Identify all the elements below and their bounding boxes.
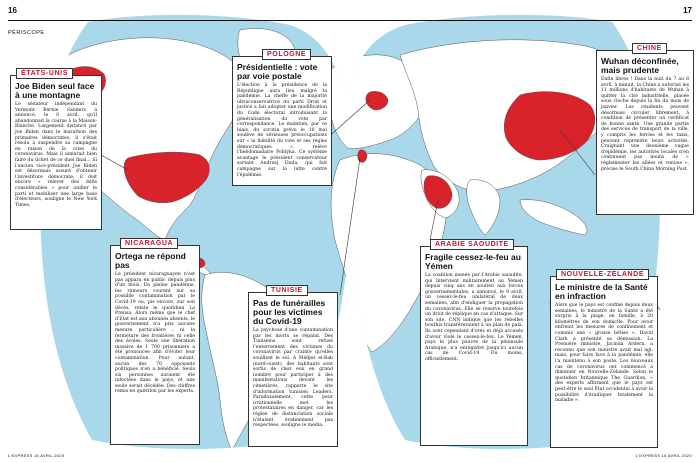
article-chine-title: Wuhan déconfinée, mais prudente: [601, 56, 679, 75]
article-tunisie-title: Pas de funérailles pour les victimes du Covid-19: [253, 298, 326, 326]
tag-nicaragua: NICARAGUA: [120, 238, 178, 249]
header-rule: [8, 20, 692, 21]
article-arabie: [420, 246, 528, 446]
article-pologne-title: Présidentielle : vote par voie postale: [237, 62, 318, 81]
footer-right: L'EXPRESS 16 AVRIL 2020: [635, 453, 692, 458]
tunisia-highlight: [358, 150, 367, 163]
article-nz: [550, 276, 658, 448]
article-tunisie-body: La psychose d'une contamination par les morts se répand. Des Tunisiens sont refusé l'enterrement des victimes du coronavirus par crainte qu'elles souillent le sol. A Médjez el-Bab (nord-ouest), des habitants sont sortis de chez eux en grand nombre pour participer à des manifestations devant les cimetières, rapporte le site d'information tunisien Leaders. Paradoxalement, cette peur irrationnelle met les protestataires en danger, car les règles de distanciation sociale n'étaient évidemment pas respectées, souligne le média.: [253, 328, 333, 429]
article-nz-title: Le ministre de la Santé en infraction: [555, 282, 648, 301]
tag-tunisie: TUNISIE: [266, 285, 308, 296]
article-nicaragua-title: Ortega ne répond pas: [115, 251, 186, 270]
tag-arabie: ARABIE SAOUDITE: [430, 239, 514, 250]
article-usa: [10, 75, 102, 230]
article-usa-title: Joe Biden seul face à une montagne: [15, 81, 95, 100]
article-nicaragua: [110, 245, 200, 445]
page-number-right: 17: [683, 6, 692, 15]
tag-pologne: POLOGNE: [262, 49, 311, 60]
tag-nz: NOUVELLE-ZÉLANDE: [556, 269, 649, 280]
article-nicaragua-body: Le président nicaraguayen n'est pas apparu en public depuis plus d'un mois. En pleine pandémie, les rumeurs courent sur sa possible contamination par le Covid-19 ou, pis encore, sur son décès, relate le quotidien La Prensa. Alors même que le chef d'Etat est aux abonnés absents, le gouvernement n'a pris aucune mesure particulière : ni la fermeture des frontières ni celle des écoles. Seule une libération massive de 1 700 prisonniers a été prononcée afin d'éviter leur contamination. Pour autant, aucun des 70 opposants politiques n'en a bénéficié. Seuls six personnes auraient été infectées dans le pays, et une seule serait décédée. Des chiffres remis en question par les experts.: [115, 272, 195, 395]
article-nz-body: Alors que le pays est confiné depuis deux semaines, le ministre de la Santé a été surpris à la plage, en famille, à 20 kilomètres de son domicile. Pour avoir enfreint les mesures de confinement et commis une « grosse bêtise », David Clark a présenté sa démission. La Première ministre, Jacinda Ardern, a reconnu que son ministre avait mal agi, mais, pour faire face à la pandémie, elle l'a maintenu à son poste. Les nouveaux cas de coronavirus ont commencé à diminuer en Nouvelle-Zélande. Selon le quotidien britannique The Guardian, « des experts affirment que le pays est peut-être le seul État occidental à avoir la possibilité d'éradiquer totalement la maladie ».: [555, 303, 653, 404]
article-chine-body: Enfin libres ! Dans la nuit du 7 au 8 avril, à minuit, la Chine a autorisé les 11 millions d'habitants de Wuhan à quitter la cité industrielle, placée sous cloche depuis la fin du mois de janvier. Les résidents peuvent désormais circuler librement, à condition de présenter un certificat de bonne santé. Une grande partie des services de transport de la ville, y compris les ferries et les taxis, peuvent reprendre leurs activités. Craignant une deuxième vague d'épidémie, les autorités locales n'en continuent pas moins de « réglementer les allées et venues », précise le South China Morning Post.: [601, 77, 689, 172]
article-pologne: [232, 56, 332, 186]
article-arabie-body: La coalition menée par l'Arabie saoudite, qui intervient militairement au Yémen depuis cinq ans en soutien aux forces gouvernementales, a annoncé, le 9 avril, un cessez-le-feu unilatéral de deux semaines, afin d'endiguer la propagation du coronavirus. Elle se réserve toutefois un droit de réplique en cas d'attaque. Sur son site, CNN indique que les rebelles houthis transféreraient à un plan de paix. Ils sont cependant d'ores et déjà accusés d'avoir violé le cessez-le-feu. Le Yémen, pays le plus pauvre de la péninsule Arabique, n'a enregistré jusqu'ici aucun cas de Covid-19. Du moins, officiellement.: [425, 273, 523, 362]
article-chine: [596, 50, 694, 215]
article-tunisie: [248, 292, 338, 447]
article-arabie-title: Fragile cessez-le-feu au Yémen: [425, 252, 521, 271]
article-pologne-body: L'élection à la présidence de la République aura lieu malgré la pandémie. La cheffe de la majorité ultraconservatrice du parti Droit et justice a fait adopter une modification du Code électoral introduisant la généralisation du vote par correspondance. Le maintien, par ce biais, du scrutin prévu le 10 mai soulève de sérieuses préoccupations sur « la fiabilité du vote et ses règles démocratiques », relève l'hebdomadaire Polityka. Ce système avantage le président conservateur sortant Andrzej Duda, qui fait campagne sur la lutte contre l'épidémie.: [237, 83, 327, 178]
article-usa-body: Le sénateur indépendant du Vermont Bernie Sanders a annoncé, le 8 avril, qu'il abandonnait la course à la Maison-Blanche. Largement distancé par Joe Biden dans le marathon des primaires démocrates, il s'était résolu à suspendre sa campagne en raison de la crise du coronavirus. Mais il aimerait bien faire du ticket de ce duel final... Si l'ancien vice-président Joe Biden est désormais assuré d'obtenir l'investiture démocrate, il doit encore « relever des défis considérables » pour unifier le parti et mobiliser une large base d'électeurs, souligne le New York Times.: [15, 102, 97, 208]
tag-chine: CHINE: [632, 43, 667, 54]
page-number-left: 16: [8, 6, 17, 15]
rubric-label: PÉRISCOPE: [8, 30, 45, 36]
footer-left: L'EXPRESS 16 AVRIL 2020: [8, 453, 65, 458]
tag-usa: ÉTATS-UNIS: [16, 68, 73, 79]
